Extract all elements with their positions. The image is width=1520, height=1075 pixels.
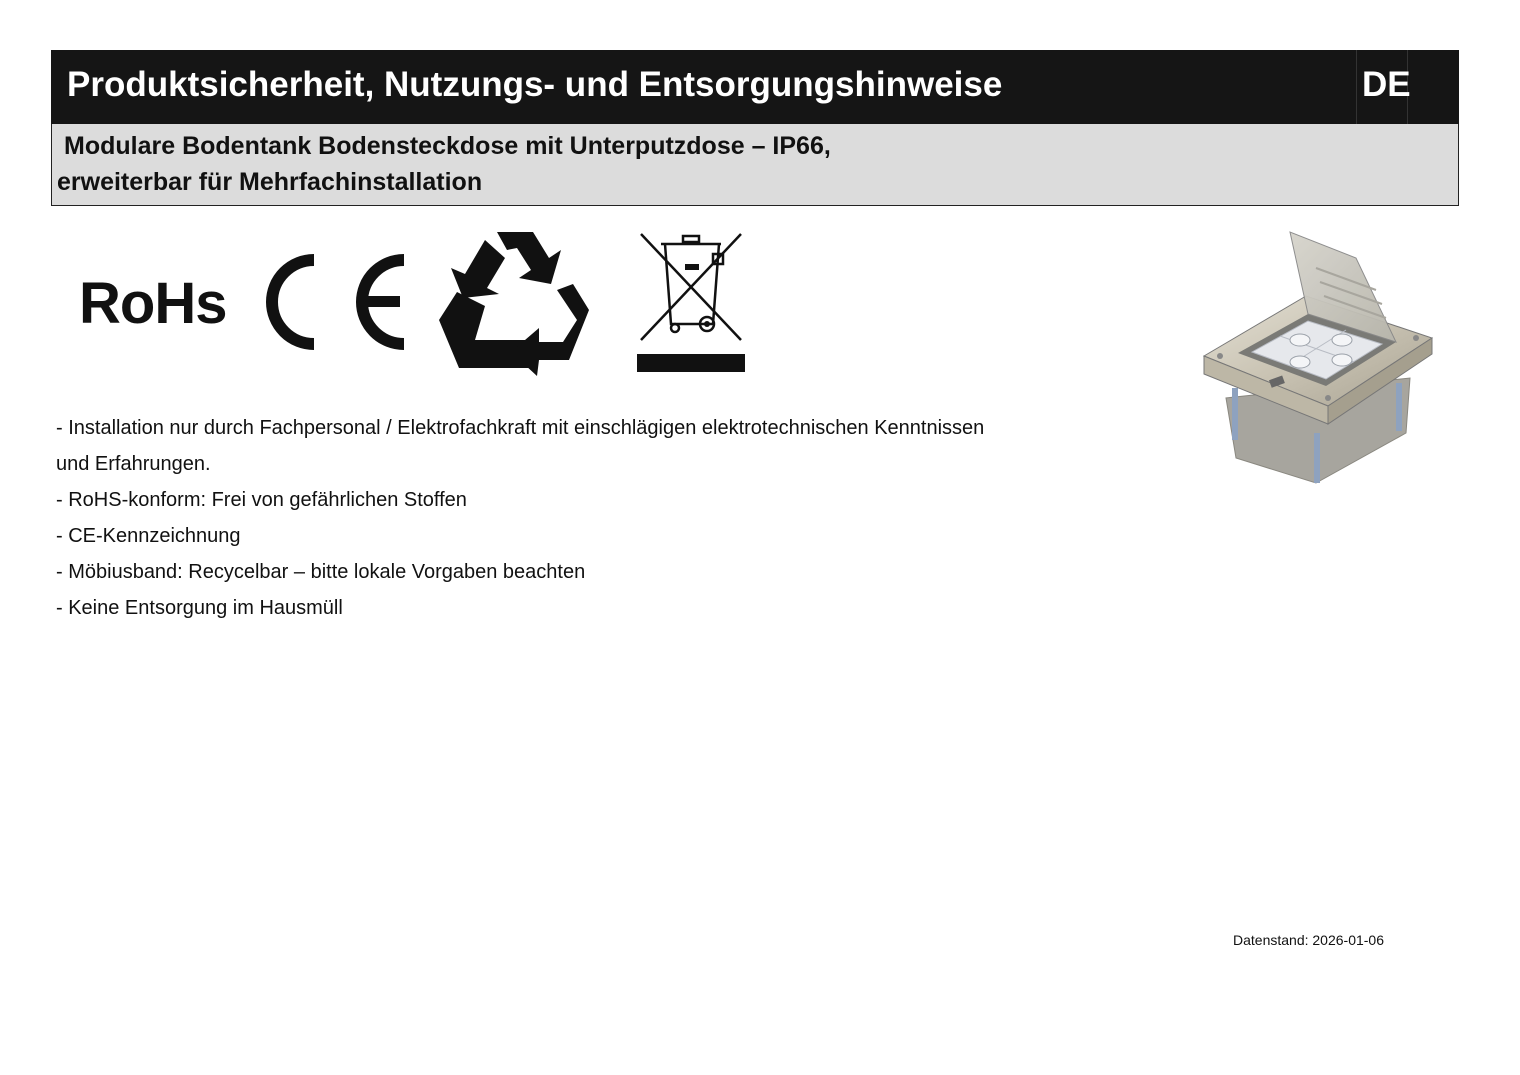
product-subtitle-bar — [51, 124, 1459, 206]
note-ce: - CE-Kennzeichnung — [56, 525, 241, 547]
product-name-line-2: erweiterbar für Mehrfachinstallation — [57, 168, 483, 196]
data-date: Datenstand: 2026-01-06 — [1233, 932, 1384, 948]
note-installation-cont: und Erfahrungen. — [56, 453, 211, 475]
crossed-out-bin-icon — [635, 232, 747, 374]
language-badge — [1356, 50, 1411, 124]
language-label: DE — [1362, 65, 1411, 104]
page-title: Produktsicherheit, Nutzungs- und Entsorgungshinweise — [67, 65, 1003, 104]
floor-socket-product-image — [1196, 228, 1436, 488]
ce-mark-icon — [258, 250, 408, 354]
title-bar — [51, 50, 1459, 124]
note-recycling: - Möbiusband: Recycelbar – bitte lokale Vorgaben beachten — [56, 561, 586, 583]
note-disposal: - Keine Entsorgung im Hausmüll — [56, 597, 343, 619]
safety-notes — [56, 410, 1116, 626]
rohs-logo: RoHs — [79, 271, 227, 336]
product-name-line-1: Modulare Bodentank Bodensteckdose mit Unterputzdose – IP66, — [64, 132, 831, 160]
recycle-icon — [435, 228, 590, 376]
note-rohs: - RoHS-konform: Frei von gefährlichen Stoffen — [56, 489, 467, 511]
note-installation: - Installation nur durch Fachpersonal / Elektrofachkraft mit einschlägigen elektrotechnischen Kenntnissen — [56, 417, 985, 439]
